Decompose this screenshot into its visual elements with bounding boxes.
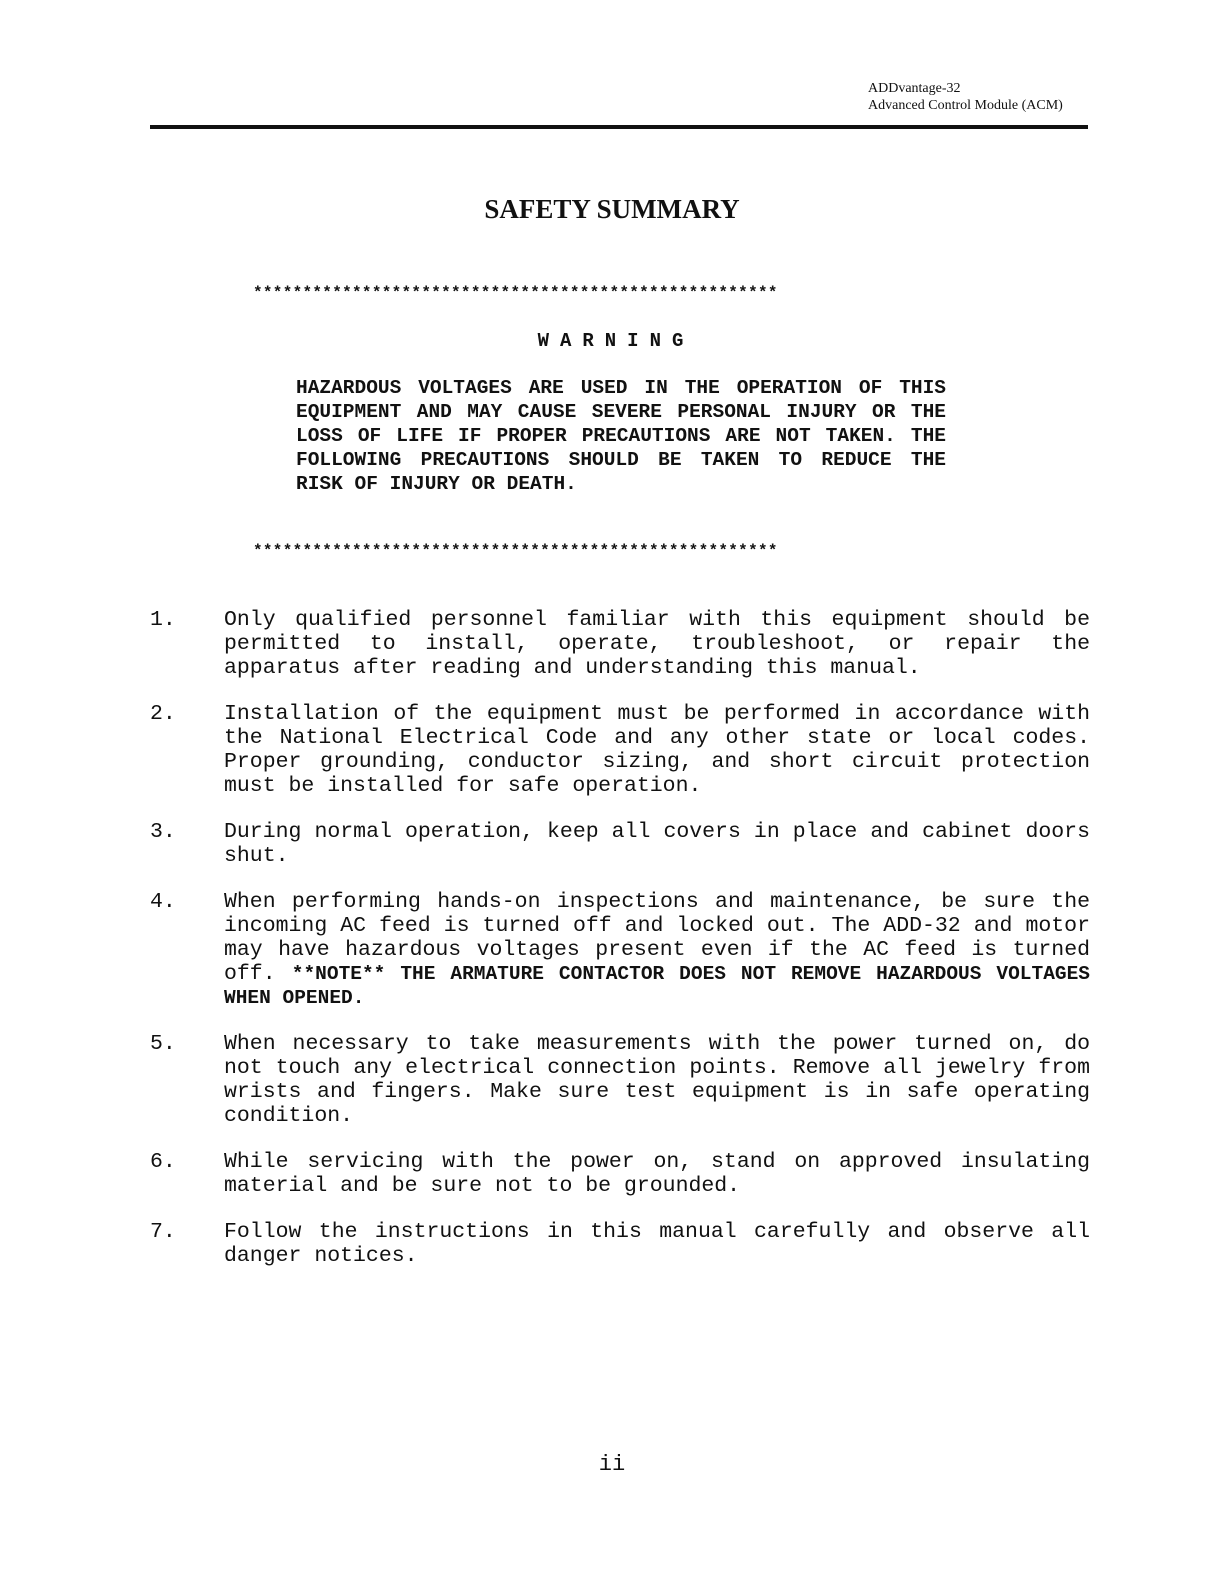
page-number: ii bbox=[598, 1452, 626, 1477]
warning-text: HAZARDOUS VOLTAGES ARE USED IN THE OPERATION OF THIS EQUIPMENT AND MAY CAUSE SEVERE PERSONAL INJURY OR THE LOSS OF LIFE IF PROPER PRECAUTIONS ARE NOT TAKEN. THE FOLLOWING PRECAUTIONS SHOULD BE TAKEN TO REDUCE THE RISK OF INJURY OR DEATH. bbox=[296, 377, 946, 495]
item-text: During normal operation, keep all covers in place and cabinet doors shut. bbox=[224, 820, 1090, 868]
list-item bbox=[150, 702, 1090, 798]
item-number: 2. bbox=[150, 702, 176, 726]
item-number: 5. bbox=[150, 1032, 176, 1056]
header-module: Advanced Control Module (ACM) bbox=[868, 98, 1063, 113]
item-number: 4. bbox=[150, 890, 176, 914]
warning-heading: WARNING bbox=[537, 330, 695, 352]
list-item bbox=[150, 820, 1090, 868]
running-header bbox=[868, 80, 1063, 114]
warning-border-top: ***************************************************** bbox=[253, 284, 778, 302]
item-number: 6. bbox=[150, 1150, 176, 1174]
item-text: Only qualified personnel familiar with this equipment should be permitted to install, operate, troubleshoot, or repair the apparatus after reading and understanding this manual. bbox=[224, 608, 1090, 680]
item-number: 7. bbox=[150, 1220, 176, 1244]
item-text: While servicing with the power on, stand on approved insulating material and be sure not to be grounded. bbox=[224, 1150, 1090, 1198]
header-rule bbox=[150, 125, 1088, 129]
precautions-list bbox=[150, 608, 1090, 1290]
item-text: Follow the instructions in this manual carefully and observe all danger notices. bbox=[224, 1220, 1090, 1268]
item-number: 3. bbox=[150, 820, 176, 844]
list-item bbox=[150, 1150, 1090, 1198]
list-item bbox=[150, 1032, 1090, 1128]
list-item bbox=[150, 890, 1090, 1010]
item-text: Installation of the equipment must be performed in accordance with the National Electrical Code and any other state or local codes. Proper grounding, conductor sizing, and short circuit protection must be installed for safe operation. bbox=[224, 702, 1090, 798]
item-text: When necessary to take measurements with the power turned on, do not touch any electrical connection points. Remove all jewelry from wrists and fingers. Make sure test equipment is in safe operating condition. bbox=[224, 1032, 1090, 1128]
list-item bbox=[150, 608, 1090, 680]
item-text: When performing hands-on inspections and maintenance, be sure the incoming AC feed is turned off and locked out. The ADD-32 and motor may have hazardous voltages present even if the AC feed is turned off. **NOTE** THE ARMATURE CONTACTOR DOES NOT REMOVE HAZARDOUS VOLTAGES WHEN OPENED. bbox=[224, 890, 1091, 1009]
warning-border-bottom: ***************************************************** bbox=[253, 542, 778, 560]
header-product: ADDvantage-32 bbox=[868, 81, 961, 96]
page-title: SAFETY SUMMARY bbox=[484, 194, 740, 224]
item-number: 1. bbox=[150, 608, 176, 632]
list-item bbox=[150, 1220, 1090, 1268]
item-note: **NOTE** THE ARMATURE CONTACTOR DOES NOT REMOVE HAZARDOUS VOLTAGES WHEN OPENED. bbox=[224, 963, 1091, 1009]
